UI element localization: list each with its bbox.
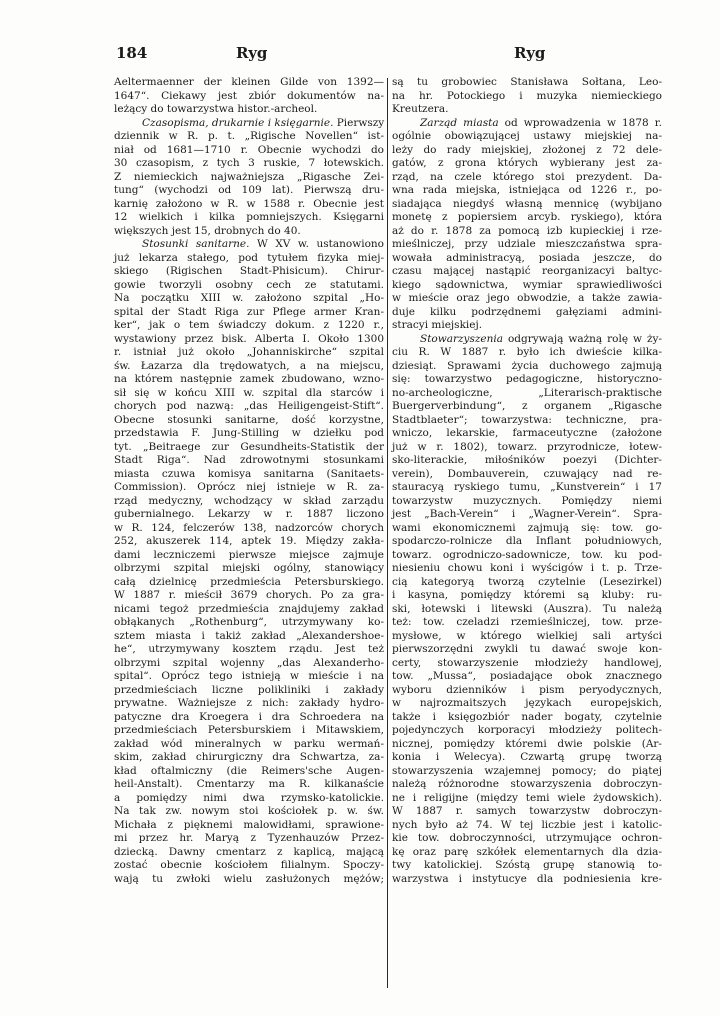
- text-line: 30 czasopism, z tych 3 ruskie, 7 łotewskich.: [114, 157, 384, 169]
- text-line: mysłowe, w którego wielkiej sali artyści: [392, 629, 662, 642]
- text-line: dziesiąt. Sprawami życia duchowego zajmują: [392, 359, 662, 372]
- text-line: ski, łotewski i litewski (Auszra). Tu należą: [392, 602, 662, 615]
- text-line: ogólnie obowiązującej ustawy miejskiej na-: [392, 130, 662, 142]
- text-line: św. Łazarza dla trędowatych, a na miejscu,: [114, 359, 384, 372]
- text-line: Aeltermaenner der kleinen Gilde von 1392—: [114, 76, 384, 88]
- running-head-right: Ryg: [514, 44, 546, 62]
- text-line: gubernialnego. Lekarzy w r. 1887 liczono: [114, 508, 384, 520]
- text-line: tyt. „Beitraege zur Gesundheits-Statistik der: [114, 440, 384, 453]
- text-line: Stadt Riga“. Nad zdrowotnymi stosunkami: [114, 454, 384, 466]
- text-line: są tu grobowiec Stanisława Sołtana, Leo-: [392, 76, 662, 88]
- text-line: chorych pod nazwą: „das Heiligengeist-Stift“.: [114, 400, 384, 412]
- text-line: tow. „Mussa“, posiadające obok znacznego: [392, 670, 662, 682]
- text-line: czasu mającej nastąpić reorganizacyi baltyc-: [392, 265, 662, 277]
- text-line: olbrzymi szpital wojenny „das Alexanderho-: [114, 656, 384, 669]
- text-line: towarzystw muzycznych. Pomiędzy niemi: [392, 494, 662, 507]
- column-divider: [387, 78, 388, 988]
- text-line: Z niemieckich najważniejsza „Rigasche Zei-: [114, 170, 384, 183]
- text-line: niesieniu chowu koni i wyścigów i t. p. Trze-: [392, 562, 662, 574]
- text-line: już w r. 1802), towarz. przyrodnicze, łotew-: [392, 440, 662, 453]
- text-line: ciu R. W 1887 r. było ich dwieście kilka-: [392, 346, 662, 358]
- text-line: [114, 238, 384, 252]
- text-line: r. istniał już około „Johanniskirche“ szpital: [114, 346, 384, 358]
- text-line: konia i Welecya). Czwartą grupę tworzą: [392, 751, 662, 763]
- text-line: skim, zakład chirurgiczny dra Schwartza, za-: [114, 751, 384, 763]
- page-header: [0, 40, 720, 70]
- text-line: [114, 117, 384, 131]
- text-line: przedstawia F. Jung-Stilling w dziełku pod: [114, 427, 384, 439]
- text-line: stracyi miejskiej.: [392, 319, 483, 331]
- text-line: verein), Dombauverein, czuwający nad re-: [392, 467, 662, 480]
- text-line: siadająca niegdyś własną mennicę (wybijano: [392, 197, 662, 210]
- text-line: obłąkanych „Rothenburg“, utrzymywany ko-: [114, 616, 384, 628]
- text-line: także i księgozbiór nader bogaty, czytelnie: [392, 710, 662, 723]
- text-line: mieślniczej, przy udziale mieszczaństwa spra-: [392, 238, 662, 250]
- text-line: sko-literackie, miłośników poezyi (Dichter-: [392, 454, 662, 466]
- text-line: leży do rady miejskiej, złożonej z 72 dele-: [392, 143, 662, 156]
- text-line: gatów, z grona których wybierany jest za-: [392, 157, 662, 169]
- text-line: tung“ (wychodzi od 109 lat). Pierwszą dru-: [114, 184, 384, 196]
- text-run: Pierwszy: [333, 116, 385, 129]
- text-line: 1647“. Ciekawy jest zbiór dokumentów na-: [114, 89, 384, 102]
- text-line: kę oraz parę szkółek elementarnych dla dzia-: [392, 845, 662, 858]
- text-line: się: towarzystwo pedagogiczne, historyczno-: [392, 373, 662, 385]
- text-line: pierwszorzędni zwykli tu dawać swoje kon-: [392, 643, 662, 655]
- text-line: skiego (Rigischen Stadt-Phisicum). Chirur-: [114, 265, 384, 277]
- text-line: w najrozmaitszych językach europejskich,: [392, 697, 662, 709]
- text-line: W 1887 r. mieścił 3679 chorych. Po za gra-: [114, 589, 384, 601]
- text-run: W XV w. ustanowiono: [249, 238, 384, 250]
- text-line: Kreutzera.: [392, 103, 449, 115]
- text-line: już lekarza stałego, pod tytułem fizyka miej-: [114, 251, 384, 264]
- text-line: wniczo, lekarskie, farmaceutyczne (założone: [392, 427, 662, 439]
- section-heading: Zarząd miasta: [420, 116, 499, 129]
- text-line: Michała z pięknemi malowidłami, sprawione-: [114, 818, 384, 831]
- text-line: twy katolickiej. Szóstą grupę stanowią to-: [392, 859, 662, 871]
- text-line: [392, 117, 662, 131]
- text-line: gowie tworzyli osobny cech ze statutami.: [114, 278, 384, 291]
- text-line: należą różnorodne stowarzyszenia dobroczyn-: [392, 778, 662, 790]
- text-line: aż do r. 1878 za pomocą izb kupieckiej i rze-: [392, 224, 662, 237]
- text-line: stauracyą ryskiego tumu, „Kunstverein“ i 17: [392, 481, 662, 493]
- text-line: patyczne dra Kroegera i dra Schroedera na: [114, 710, 384, 723]
- page-number: 184: [116, 44, 148, 62]
- text-line: i kasyna, pomiędzy któremi są kluby: ru-: [392, 589, 662, 601]
- text-line: dziennik w R. p. t. „Rigische Novellen“ ist-: [114, 130, 384, 142]
- text-line: Na tak zw. nowym stoi kościołek p. w. św.: [114, 805, 384, 817]
- text-line: Commission). Oprócz niej istnieje w R. za-: [114, 481, 384, 493]
- text-line: sił się w końcu XIII w. szpital dla starców i: [114, 386, 384, 399]
- text-line: niał od 1681—1710 r. Obecnie wychodzi do: [114, 143, 384, 156]
- text-line: W 1887 r. samych towarzystw dobroczyn-: [392, 805, 662, 817]
- text-line: w mieście oraz jego obwodzie, a także zawia-: [392, 292, 662, 304]
- text-line: karnię założono w R. w 1588 r. Obecnie jest: [114, 197, 384, 210]
- left-text-column: [114, 76, 384, 886]
- text-line: nicami tegoż przedmieścia znajdujemy zakład: [114, 602, 384, 615]
- text-line: rząd, na czele którego stoi prezydent. Da-: [392, 170, 662, 183]
- text-line: zakład wód mineralnych w parku wermań-: [114, 737, 384, 750]
- text-line: heil-Anstalt). Cmentarzy ma R. kilkanaście: [114, 778, 384, 790]
- text-line: cią kategoryą tworzą czytelnie (Lesezirkel): [392, 575, 662, 588]
- text-run: od wprowadzenia w 1878 r.: [498, 116, 662, 129]
- text-line: certy, stowarzyszenie młodzieży handlowej,: [392, 656, 662, 669]
- text-line: wyboru dzienników i pism peryodycznych,: [392, 683, 662, 696]
- text-line: wowała administracyą, posiada jeszcze, do: [392, 251, 662, 264]
- text-line: ker“, jak o tem świadczy dokum. z 1220 r.,: [114, 319, 384, 331]
- text-line: wami ekonomicznemi zajmują się: tow. go-: [392, 521, 662, 534]
- text-line: zostać obecnie kościołem filialnym. Spoczy-: [114, 859, 384, 871]
- text-line: przedmieściach Petersburskiem i Mitawskiem,: [114, 724, 384, 736]
- right-text-column: [392, 76, 662, 886]
- text-line: wystawiony przez bisk. Alberta I. Około 1300: [114, 332, 384, 345]
- text-line: jest „Bach-Verein“ i „Wagner-Verein“. Spra-: [392, 508, 662, 520]
- text-line: 12 wielkich i kilka pomniejszych. Księgarni: [114, 211, 384, 223]
- text-line: prywatne. Ważniejsze z nich: zakłady hydro-: [114, 697, 384, 709]
- section-heading: Stosunki sanitarne.: [142, 238, 250, 250]
- section-heading: Czasopisma, drukarnie i księgarnie.: [142, 116, 334, 129]
- text-line: spital“. Oprócz tego istnieją w mieście i na: [114, 670, 384, 682]
- text-line: pojedynczych korporacyi młodzieży politech-: [392, 724, 662, 736]
- text-line: kiego sądownictwa, wymiar sprawiedliwości: [392, 278, 662, 291]
- text-run: odgrywają ważną rolę w ży-: [502, 332, 662, 345]
- text-line: monetę z popiersiem arcyb. ryskiego), która: [392, 211, 662, 223]
- text-line: Na początku XIII w. założono szpital „Ho-: [114, 292, 384, 304]
- text-line: warzystwa i instytucye dla podniesienia kre-: [392, 872, 662, 885]
- running-head-left: Ryg: [236, 44, 268, 62]
- text-line: spodarczo-rolnicze dla Inflant południowych,: [392, 535, 662, 547]
- section-heading: Stowarzyszenia: [420, 332, 503, 345]
- text-line: towarz. ogrodniczo-sadownicze, tow. ku pod-: [392, 548, 662, 561]
- text-line: całą dzielnicę przedmieścia Petersburskiego.: [114, 575, 384, 588]
- text-line: miasta czuwa komisya sanitarna (Sanitaets-: [114, 467, 384, 480]
- text-line: dami leczniczemi pierwsze miejsce zajmuje: [114, 548, 384, 561]
- text-line: dziecką. Dawny cmentarz z kaplicą, mającą: [114, 845, 384, 858]
- text-line: duje kilku podrzędnemi gałęziami admini-: [392, 305, 662, 318]
- text-line: kład oftalmiczny (die Reimers'sche Augen-: [114, 764, 384, 777]
- text-line: no-archeologiczne, „Literarisch-praktische: [392, 386, 662, 399]
- text-line: rząd medyczny, wchodzący w skład zarządu: [114, 494, 384, 507]
- text-line: sztem miasta i takiż zakład „Alexandershoe-: [114, 629, 384, 642]
- text-line: w R. 124, felczerów 138, nadzorców chorych: [114, 521, 384, 534]
- text-line: olbrzymi szpital miejski ogólny, stanowiący: [114, 562, 384, 574]
- text-line: Buergerverbindung“, z organem „Rigasche: [392, 400, 662, 412]
- text-line: mi przez hr. Maryą z Tyzenhauzów Przez-: [114, 832, 384, 844]
- text-line: ne i religijne (między temi wiele żydowskich).: [392, 791, 662, 804]
- text-line: wna rada miejska, istniejąca od 1226 r., po-: [392, 184, 662, 196]
- text-line: kie tow. dobroczynności, utrzymujące ochron-: [392, 832, 662, 844]
- text-line: na hr. Potockiego i muzyka niemieckiego: [392, 89, 662, 102]
- text-line: nych było aż 74. W tej liczbie jest i katolic-: [392, 818, 662, 831]
- text-line: leżący do towarzystwa histor.-archeol.: [114, 103, 318, 115]
- text-line: Stadtblaeter“; towarzystwa: techniczne, pra-: [392, 413, 662, 426]
- text-line: a pomiędzy nimi dwa rzymsko-katolickie.: [114, 791, 384, 804]
- text-line: Obecne stosunki sanitarne, dość korzystne,: [114, 413, 384, 426]
- text-line: przedmieściach liczne polikliniki i zakłady: [114, 683, 384, 696]
- text-line: nicznej, pomiędzy któremi dwie polskie (Ar-: [392, 737, 662, 750]
- text-line: spital der Stadt Riga zur Pflege armer Kran-: [114, 305, 384, 318]
- text-line: stowarzyszenia wzajemnej pomocy; do piątej: [392, 764, 662, 777]
- text-line: na którem następnie zamek zbudowano, wzno-: [114, 373, 384, 385]
- text-line: 252, akuszerek 114, aptek 19. Między zakła-: [114, 535, 384, 547]
- text-line: [392, 333, 662, 347]
- text-line: he“, utrzymywany kosztem rządu. Jest też: [114, 643, 384, 655]
- text-line: też: tow. czeladzi rzemieślniczej, tow. prze-: [392, 616, 662, 628]
- text-line: wają tu zwłoki wielu zasłużonych mężów;: [114, 872, 384, 885]
- text-line: większych jest 15, drobnych do 40.: [114, 224, 301, 237]
